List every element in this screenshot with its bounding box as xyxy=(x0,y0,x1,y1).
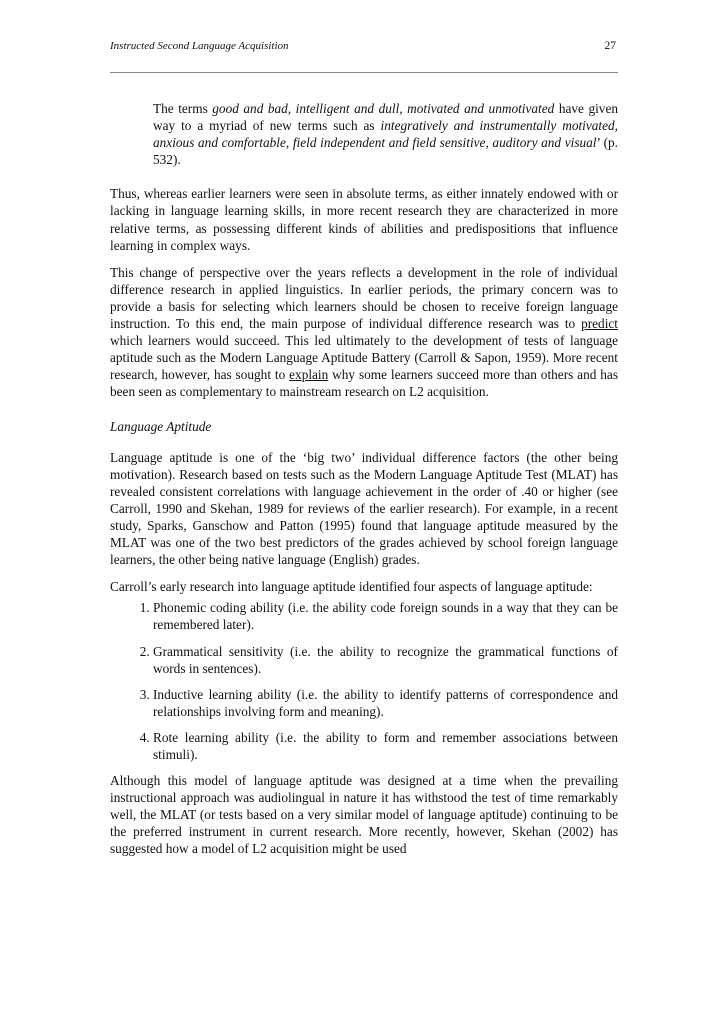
underlined-word: explain xyxy=(289,367,329,383)
running-header xyxy=(110,40,618,56)
quote-italic: good and bad, intelligent and dull, motivated and unmotivated xyxy=(212,101,555,116)
paragraph-text: which learners would succeed. This led ultimately to the development of tests of language aptitude such as the Modern Language Aptitude Battery (Carroll & Sapon, 1959). More recent research, however, has sought to xyxy=(110,333,618,383)
block-quote xyxy=(153,100,618,168)
running-title: Instructed Second Language Acquisition xyxy=(110,40,289,52)
paragraph-text: why some learners succeed more than others and has been seen as complementary to mainstream research on L2 acquisition. xyxy=(110,367,618,400)
aptitude-list xyxy=(110,599,618,763)
quote-italic: integratively and instrumentally motivated, anxious and comfortable, field independent and field sensitive, auditory and visual xyxy=(153,118,619,151)
paragraph-2 xyxy=(110,264,618,401)
header-rule xyxy=(110,72,618,73)
paragraph-5: Although this model of language aptitude was designed at a time when the prevailing instructional approach was audiolingual in nature it has withstood the test of time remarkably well, the MLAT (or tests based on a very similar model of language aptitude) continuing to be the preferred instrument in current research. More recently, however, Skehan (2002) has suggested how a model of L2 acquisition might be used xyxy=(110,773,618,857)
document-body xyxy=(110,100,618,868)
page-number: 27 xyxy=(604,40,616,52)
list-item: 1. Phonemic coding ability (i.e. the ability code foreign sounds in a way that they can be remembered later). xyxy=(153,599,618,633)
list-item: 4. Rote learning ability (i.e. the ability to form and remember associations between stimuli). xyxy=(153,729,618,763)
section-heading: Language Aptitude xyxy=(110,418,212,434)
paragraph-1: Thus, whereas earlier learners were seen in absolute terms, as either innately endowed with or lacking in language learning skills, in more recent research they are characterized in more relative terms, as possessing different kinds of abilities and predispositions that influence learning in complex ways. xyxy=(110,186,618,253)
quote-text: ’ (p. 532). xyxy=(153,135,618,168)
paragraph-3: Language aptitude is one of the ‘big two’ individual difference factors (the other being motivation). Research based on tests such as the Modern Language Aptitude Test (MLAT) has revealed consistent correlations with language achievement in the order of .40 or higher (see Carroll, 1990 and Skehan, 1989 for reviews of the earlier research). For example, in a recent study, Sparks, Ganschow and Patton (1995) found that language aptitude measured by the MLAT was one of the two best predictors of the grades achieved by school foreign language learners, the other being native language (English) grades. xyxy=(110,449,618,568)
quote-text: have given way to a myriad of new terms such as xyxy=(153,101,618,134)
paragraph-text: This change of perspective over the years reflects a development in the role of individual difference research in applied linguistics. In earlier periods, the primary concern was to provide a basis for selecting which learners should be chosen to receive foreign language instruction. To this end, the main purpose of individual difference research was to xyxy=(110,264,618,332)
list-item: 2. Grammatical sensitivity (i.e. the ability to recognize the grammatical functions of words in sentences). xyxy=(153,643,618,677)
quote-text: The terms xyxy=(153,101,213,116)
list-item: 3. Inductive learning ability (i.e. the ability to identify patterns of correspondence and relationships involving form and meaning). xyxy=(153,686,618,720)
paragraph-4: Carroll’s early research into language aptitude identified four aspects of language aptitude: xyxy=(110,579,593,595)
underlined-word: predict xyxy=(581,316,618,332)
